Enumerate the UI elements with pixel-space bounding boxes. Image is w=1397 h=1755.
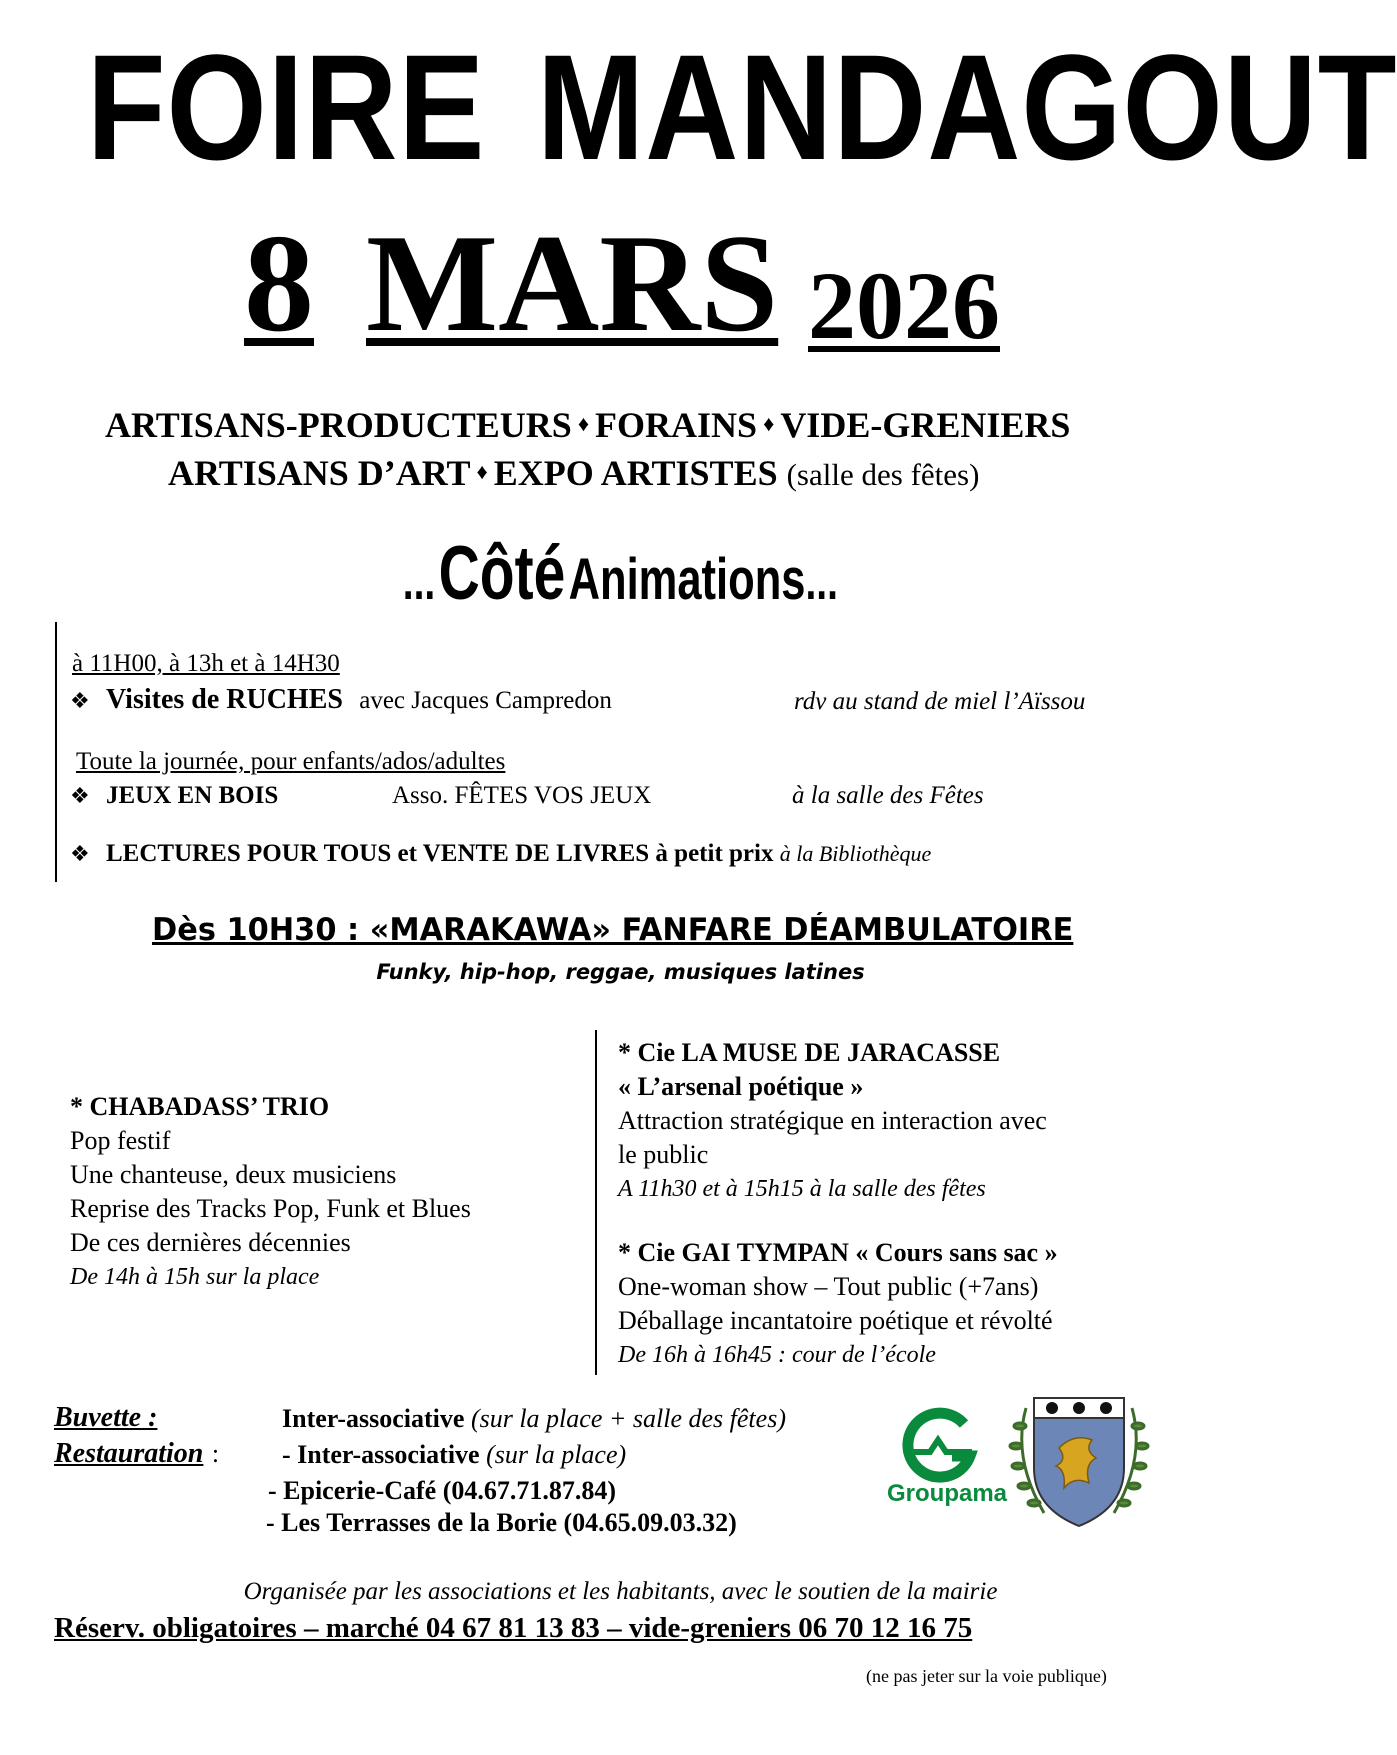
categories-line-1 (105, 404, 1070, 446)
title-foire: FOIRE (86, 23, 486, 191)
bullet-icon: ❖ (70, 784, 90, 809)
muse-subtitle: « L’arsenal poétique » (618, 1072, 864, 1101)
category-artisans-art: ARTISANS D’ART (168, 453, 471, 493)
bullet-icon: ❖ (70, 842, 90, 867)
restauration-label: Restauration : (54, 1438, 220, 1469)
categories-line-2 (168, 452, 979, 494)
ruches-schedule: à 11H00, à 13h et à 14H30 (72, 650, 340, 677)
category-location-note: (salle des fêtes) (786, 457, 980, 492)
buvette-label: Buvette : (54, 1402, 158, 1433)
coat-of-arms-icon (1004, 1388, 1154, 1538)
muse-title: * Cie LA MUSE DE JARACASSE (618, 1038, 1001, 1067)
category-expo-artistes: EXPO ARTISTES (493, 453, 778, 493)
buvette-value: Inter-associative (sur la place + salle des fêtes) (282, 1404, 786, 1433)
coat-of-arms-logo (1004, 1388, 1154, 1538)
show-chabadass (70, 1090, 471, 1294)
resto-item-2: - Epicerie-Café (04.67.71.87.84) (268, 1476, 617, 1505)
ruches-name: Visites de RUCHES (105, 684, 343, 715)
reservations: Réserv. obligatoires – marché 04 67 81 13 83 – vide-greniers 06 70 12 16 75 (54, 1612, 973, 1644)
bullet-icon: ❖ (70, 689, 90, 714)
muse-line: le public (618, 1140, 709, 1169)
jeux-host: Asso. FÊTES VOS JEUX (392, 782, 652, 809)
category-artisans-producteurs: ARTISANS-PRODUCTEURS (105, 405, 572, 445)
jeux-location: à la salle des Fêtes (792, 782, 984, 809)
muse-line: Attraction stratégique en interaction avec (618, 1106, 1047, 1135)
show-tympan (618, 1236, 1058, 1372)
lectures-name: LECTURES POUR TOUS et VENTE DE LIVRES à petit prix (105, 840, 774, 867)
jeux-name: JEUX EN BOIS (105, 782, 279, 809)
animations-heading: ... Côté Animations... (402, 531, 838, 616)
resto-item-3: - Les Terrasses de la Borie (04.65.09.03.32) (266, 1508, 737, 1537)
fanfare-genres: Funky, hip-hop, reggae, musiques latines (376, 960, 865, 984)
category-forains: FORAINS (595, 405, 758, 445)
chabadass-line: Une chanteuse, deux musiciens (70, 1160, 397, 1189)
jeux-row (70, 782, 278, 810)
show-muse (618, 1036, 1047, 1206)
chabadass-line: Pop festif (70, 1126, 171, 1155)
tympan-title: * Cie GAI TYMPAN « Cours sans sac » (618, 1238, 1058, 1267)
jeux-schedule: Toute la journée, pour enfants/ados/adultes (76, 748, 506, 775)
muse-time: A 11h30 et à 15h15 à la salle des fêtes (618, 1176, 986, 1202)
date-day: 8 (244, 206, 314, 361)
fanfare-title: Dès 10H30 : «MARAKAWA» FANFARE DÉAMBULATOIRE (152, 912, 1074, 948)
resto-item-1: - Inter-associative (sur la place) (282, 1440, 627, 1469)
lectures-row (70, 840, 931, 868)
date-month: MARS (366, 206, 779, 361)
tympan-line: One-woman show – Tout public (+7ans) (618, 1272, 1039, 1301)
event-date (0, 206, 1241, 374)
tympan-line: Déballage incantatoire poétique et révolté (618, 1306, 1053, 1335)
chabadass-line: Reprise des Tracks Pop, Funk et Blues (70, 1194, 471, 1223)
groupama-name: Groupama (886, 1480, 1008, 1507)
ruches-location: rdv au stand de miel l’Aïssou (794, 688, 1086, 715)
ruches-row (70, 684, 612, 716)
chabadass-line: De ces dernières décennies (70, 1228, 351, 1257)
lectures-location: à la Bibliothèque (779, 841, 932, 866)
diamond-icon: ♦ (763, 411, 775, 436)
tympan-time: De 16h à 16h45 : cour de l’école (618, 1342, 936, 1368)
organised-by: Organisée par les associations et les habitants, avec le soutien de la mairie (243, 1578, 998, 1605)
diamond-icon: ♦ (476, 459, 488, 484)
column-divider (595, 1030, 597, 1375)
event-title (86, 22, 1397, 192)
chabadass-time: De 14h à 15h sur la place (70, 1264, 320, 1290)
category-vide-greniers: VIDE-GRENIERS (780, 405, 1071, 445)
chabadass-title: * CHABADASS’ TRIO (70, 1092, 330, 1121)
ruches-host: avec Jacques Campredon (359, 687, 612, 714)
date-year: 2026 (808, 252, 1000, 359)
section-divider (55, 622, 57, 882)
title-mandagout: MANDAGOUT (536, 23, 1397, 191)
disposal-note: (ne pas jeter sur la voie publique) (866, 1666, 1107, 1686)
diamond-icon: ♦ (577, 411, 590, 436)
